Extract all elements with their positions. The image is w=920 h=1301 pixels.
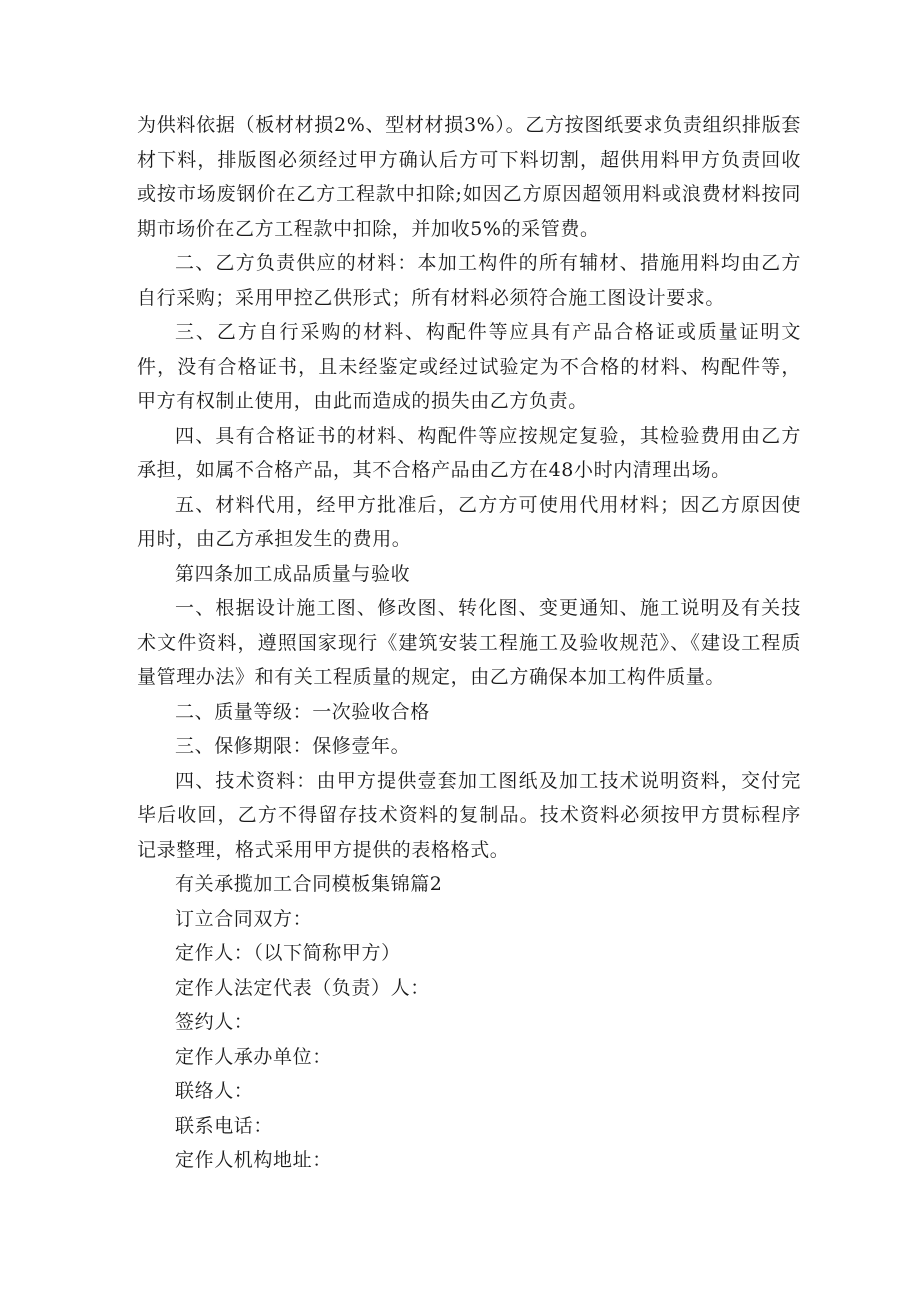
field-signatory: 签约人： [175, 1011, 254, 1033]
paragraph-quality-3: 三、保修期限：保修壹年。 [175, 735, 411, 757]
field-parties: 订立合同双方： [175, 907, 313, 930]
field-phone: 联系电话： [175, 1114, 274, 1137]
field-legal-representative: 定作人法定代表（负责）人： [175, 976, 430, 999]
paragraph-quality-4: 四、技术资料：由甲方提供壹套加工图纸及加工技术说明资料，交付完毕后收回，乙方不得留存技术资料的复制品。技术资料必须按甲方贯标程序记录整理，格式采用甲方提供的表格格式。 [137, 769, 801, 861]
field-ordering-party: 定作人：（以下简称甲方） [175, 942, 401, 964]
field-handling-unit: 定作人承办单位： [175, 1045, 332, 1068]
section-title: 有关承揽加工合同模板集锦篇2 [175, 873, 443, 895]
paragraph-clause-2: 二、乙方负责供应的材料：本加工构件的所有辅材、措施用料均由乙方自行采购；采用甲控乙供形式；所有材料必须符合施工图设计要求。 [137, 252, 801, 309]
document-page [137, 108, 801, 1178]
paragraph-clause-5: 五、材料代用，经甲方批准后，乙方方可使用代用材料；因乙方原因使用时，由乙方承担发生的费用。 [137, 493, 801, 550]
paragraph-quality-2: 二、质量等级：一次验收合格 [175, 700, 430, 723]
field-contact-person: 联络人： [175, 1080, 254, 1102]
field-address: 定作人机构地址： [175, 1149, 332, 1171]
paragraph-quality-1: 一、根据设计施工图、修改图、转化图、变更通知、施工说明及有关技术文件资料，遵照国家现行《建筑安装工程施工及验收规范》、《建设工程质量管理办法》和有关工程质量的规定，由乙方确保本加工构件质量。 [137, 597, 801, 688]
paragraph-clause-3: 三、乙方自行采购的材料、构配件等应具有产品合格证或质量证明文件，没有合格证书，且未经鉴定或经过试验定为不合格的材料、构配件等，甲方有权制止使用，由此而造成的损失由乙方负责。 [137, 321, 801, 412]
paragraph-clause-4: 四、具有合格证书的材料、构配件等应按规定复验，其检验费用由乙方承担，如属不合格产品，其不合格产品由乙方在48小时内清理出场。 [137, 424, 801, 481]
paragraph-supply-basis: 为供料依据（板材材损2%、型材材损3%）。乙方按图纸要求负责组织排版套材下料，排版图必须经过甲方确认后方可下料切割，超供用料甲方负责回收或按市场废钢价在乙方工程款中扣除;如因乙方原因超领用料或浪费材料按同期市场价在乙方工程款中扣除，并加收5%的采管费。 [137, 114, 801, 240]
article-4-heading: 第四条加工成品质量与验收 [175, 562, 411, 585]
